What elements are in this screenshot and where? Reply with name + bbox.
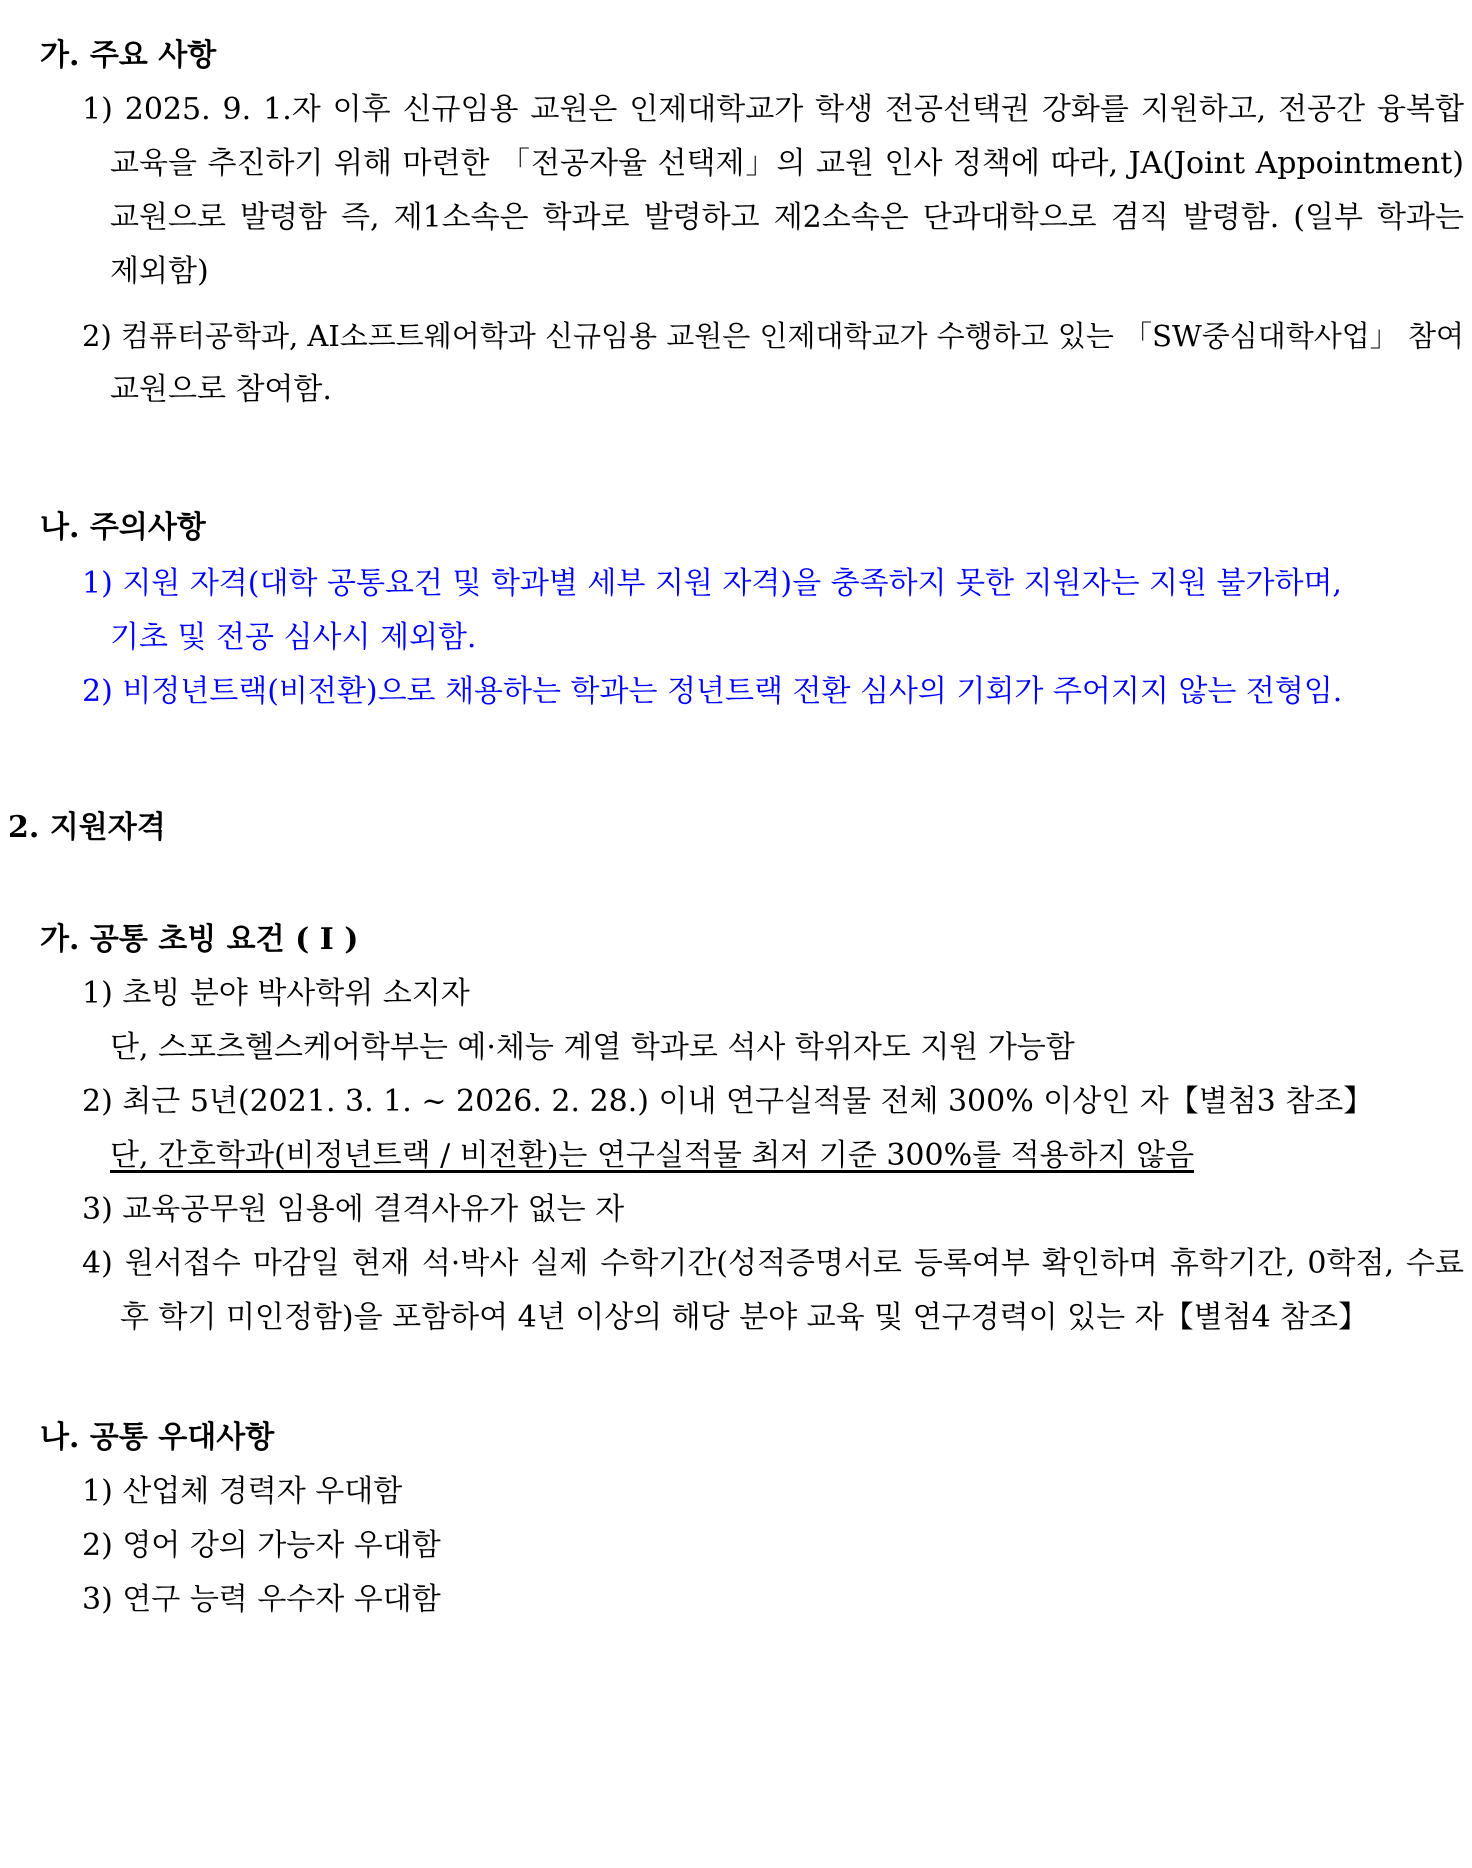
section-heading-preferences: 나. 공통 우대사항	[40, 1420, 275, 1455]
requirement-item-1-line-1: 1) 초빙 분야 박사학위 소지자	[82, 976, 470, 1011]
section-heading-main-items: 가. 주요 사항	[40, 38, 217, 73]
main-item-1-line-4: 제외함)	[110, 254, 209, 289]
main-item-1-line-3: 교원으로 발령함 즉, 제1소속은 학과로 발령하고 제2소속은 단과대학으로 겸직 발령함. (일부 학과는	[110, 200, 1464, 235]
notice-item-2: 2) 비정년트랙(비전환)으로 채용하는 학과는 정년트랙 전환 심사의 기회가 주어지지 않는 전형임.	[82, 674, 1343, 709]
preference-item: 3) 연구 능력 우수자 우대함	[82, 1582, 441, 1617]
main-item-1-line-2: 교육을 추진하기 위해 마련한 「전공자율 선택제」의 교원 인사 정책에 따라, JA(Joint Appointment)	[110, 146, 1464, 181]
section-heading-notice: 나. 주의사항	[40, 510, 206, 545]
requirement-item-1-line-2: 단, 스포츠헬스케어학부는 예·체능 계열 학과로 석사 학위자도 지원 가능함	[110, 1030, 1075, 1065]
requirement-item-4-line-1: 4) 원서접수 마감일 현재 석·박사 실제 수학기간(성적증명서로 등록여부 확인하며 휴학기간, 0학점, 수료	[82, 1246, 1464, 1281]
requirement-item-2-line-1: 2) 최근 5년(2021. 3. 1. ~ 2026. 2. 28.) 이내 연구실적물 전체 300% 이상인 자【별첨3 참조】	[82, 1084, 1374, 1119]
requirement-item-2-line-2: 단, 간호학과(비정년트랙 / 비전환)는 연구실적물 최저 기준 300%를 적용하지 않음	[110, 1138, 1195, 1173]
notice-item-1-line-2: 기초 및 전공 심사시 제외함.	[110, 620, 477, 655]
notice-item-1-line-1: 1) 지원 자격(대학 공통요건 및 학과별 세부 지원 자격)을 충족하지 못한 지원자는 지원 불가하며,	[82, 566, 1342, 601]
main-item-2-line-2: 교원으로 참여함.	[110, 372, 332, 407]
main-item-2-line-1: 2) 컴퓨터공학과, AI소프트웨어학과 신규임용 교원은 인제대학교가 수행하고 있는 「SW중심대학사업」 참여	[82, 319, 1464, 353]
main-item-1-line-1: 1) 2025. 9. 1.자 이후 신규임용 교원은 인제대학교가 학생 전공선택권 강화를 지원하고, 전공간 융복합	[82, 92, 1464, 127]
preference-item: 2) 영어 강의 가능자 우대함	[82, 1528, 441, 1563]
section-heading-common-requirements: 가. 공통 초빙 요건 ( I )	[40, 922, 359, 957]
requirement-item-4-line-2: 후 학기 미인정함)을 포함하여 4년 이상의 해당 분야 교육 및 연구경력이 있는 자【별첨4 참조】	[120, 1300, 1369, 1335]
section-heading-qualifications: 2. 지원자격	[8, 810, 166, 845]
preference-item: 1) 산업체 경력자 우대함	[82, 1474, 403, 1509]
requirement-item-3: 3) 교육공무원 임용에 결격사유가 없는 자	[82, 1192, 625, 1227]
